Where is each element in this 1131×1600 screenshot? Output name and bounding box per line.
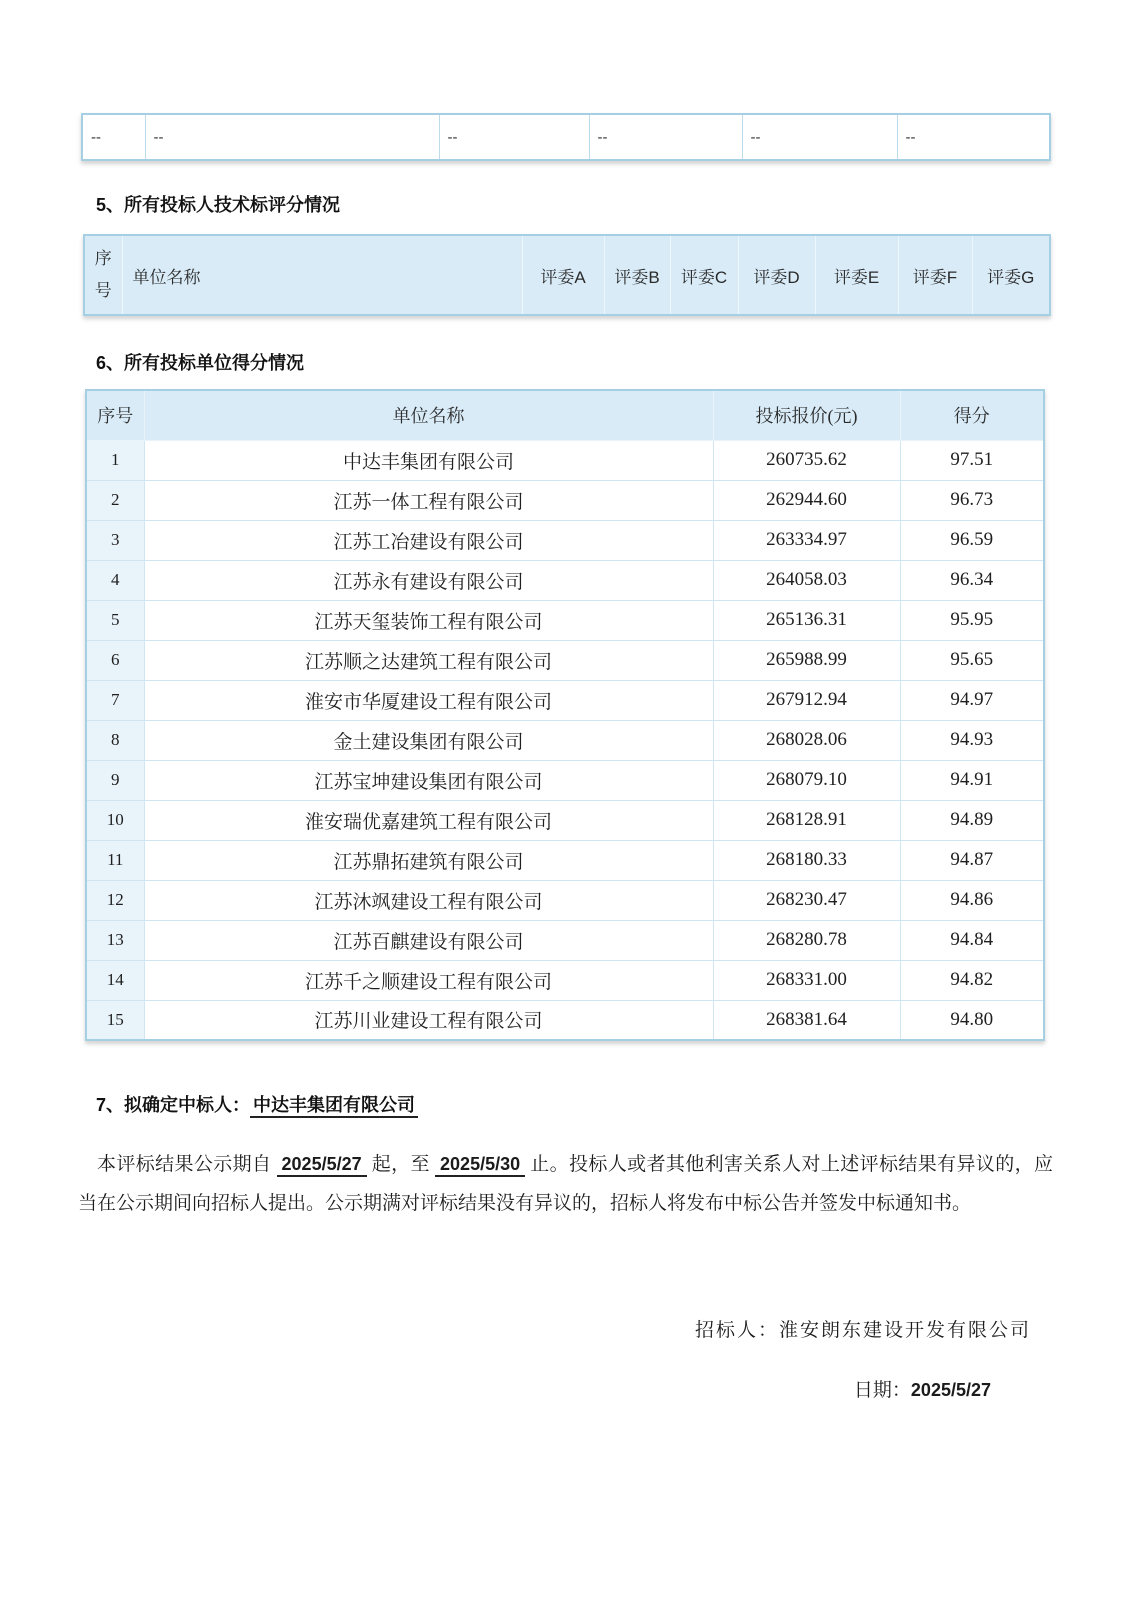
continuation-cell: --	[145, 114, 439, 160]
tech-col-header-1: 单位名称	[122, 235, 522, 315]
row-index: 9	[86, 760, 144, 800]
score-value: 96.34	[900, 560, 1044, 600]
score-table-row	[86, 680, 1044, 720]
notice-text-1: 本评标结果公示期自	[97, 1154, 272, 1175]
row-index: 3	[86, 520, 144, 560]
row-index: 10	[86, 800, 144, 840]
score-value: 96.59	[900, 520, 1044, 560]
row-index: 7	[86, 680, 144, 720]
tech-score-table	[83, 234, 1051, 316]
continuation-cell: --	[439, 114, 589, 160]
notice-paragraph	[78, 1145, 1053, 1223]
tech-col-header-2: 评委A	[522, 235, 604, 315]
company-name: 江苏天玺装饰工程有限公司	[144, 600, 713, 640]
tenderer-name: 淮安朗东建设开发有限公司	[778, 1320, 1031, 1341]
score-table-row	[86, 720, 1044, 760]
tenderer-label: 招标人：	[694, 1320, 779, 1341]
company-name: 江苏川业建设工程有限公司	[144, 1000, 713, 1040]
winner-label: 7、拟确定中标人：	[96, 1095, 251, 1115]
continuation-cell: --	[589, 114, 742, 160]
publicity-end-date: 2025/5/30	[435, 1154, 525, 1177]
col-header-score: 得分	[900, 390, 1044, 440]
score-value: 97.51	[900, 440, 1044, 480]
tech-col-header-3: 评委B	[604, 235, 670, 315]
score-value: 94.97	[900, 680, 1044, 720]
continuation-row	[82, 114, 1050, 160]
score-table-row	[86, 760, 1044, 800]
score-table-row	[86, 1000, 1044, 1040]
tech-col-header-8: 评委G	[972, 235, 1050, 315]
bid-price: 267912.94	[713, 680, 900, 720]
row-index: 2	[86, 480, 144, 520]
bid-price: 260735.62	[713, 440, 900, 480]
score-value: 94.80	[900, 1000, 1044, 1040]
company-name: 江苏沐飒建设工程有限公司	[144, 880, 713, 920]
company-name: 江苏工冶建设有限公司	[144, 520, 713, 560]
company-name: 江苏宝坤建设集团有限公司	[144, 760, 713, 800]
score-table-row	[86, 880, 1044, 920]
bid-price: 268180.33	[713, 840, 900, 880]
score-table-header-row	[86, 390, 1044, 440]
tech-col-header-0: 序号	[84, 235, 122, 315]
score-value: 94.87	[900, 840, 1044, 880]
col-header-company: 单位名称	[144, 390, 713, 440]
bid-price: 265136.31	[713, 600, 900, 640]
score-table	[85, 389, 1045, 1041]
company-name: 江苏百麒建设有限公司	[144, 920, 713, 960]
company-name: 淮安市华厦建设工程有限公司	[144, 680, 713, 720]
row-index: 1	[86, 440, 144, 480]
bid-price: 268028.06	[713, 720, 900, 760]
score-table-row	[86, 520, 1044, 560]
score-value: 94.93	[900, 720, 1044, 760]
score-value: 94.82	[900, 960, 1044, 1000]
continuation-cell: --	[82, 114, 145, 160]
date-line	[78, 1375, 1053, 1402]
score-table-row	[86, 840, 1044, 880]
col-header-price: 投标报价(元)	[713, 390, 900, 440]
bid-price: 268280.78	[713, 920, 900, 960]
bid-price: 268331.00	[713, 960, 900, 1000]
score-table-row	[86, 640, 1044, 680]
score-value: 94.84	[900, 920, 1044, 960]
bid-price: 268128.91	[713, 800, 900, 840]
score-table-row	[86, 960, 1044, 1000]
winner-name: 中达丰集团有限公司	[250, 1095, 418, 1118]
score-table-row	[86, 560, 1044, 600]
section-5-title: 5、所有投标人技术标评分情况	[96, 195, 341, 215]
score-table-row	[86, 440, 1044, 480]
company-name: 江苏鼎拓建筑有限公司	[144, 840, 713, 880]
row-index: 4	[86, 560, 144, 600]
bid-price: 268381.64	[713, 1000, 900, 1040]
row-index: 5	[86, 600, 144, 640]
row-index: 15	[86, 1000, 144, 1040]
company-name: 江苏千之顺建设工程有限公司	[144, 960, 713, 1000]
section-7-title	[78, 1091, 1053, 1117]
bid-price: 265988.99	[713, 640, 900, 680]
continuation-table	[81, 113, 1051, 161]
row-index: 6	[86, 640, 144, 680]
row-index: 11	[86, 840, 144, 880]
score-value: 95.65	[900, 640, 1044, 680]
score-value: 94.86	[900, 880, 1044, 920]
score-value: 94.91	[900, 760, 1044, 800]
score-value: 96.73	[900, 480, 1044, 520]
score-value: 94.89	[900, 800, 1044, 840]
score-value: 95.95	[900, 600, 1044, 640]
company-name: 中达丰集团有限公司	[144, 440, 713, 480]
tech-col-header-4: 评委C	[670, 235, 738, 315]
section-6-title: 6、所有投标单位得分情况	[96, 353, 305, 373]
tenderer-line	[78, 1315, 1053, 1342]
date-value: 2025/5/27	[910, 1380, 991, 1400]
continuation-cell: --	[742, 114, 897, 160]
bid-price: 268079.10	[713, 760, 900, 800]
notice-text-3: 止。投标人或者其他利害关系人对上述评标结果有异议的，应当在公示期间向招标人提出。公示期满对评标结果没有异议的，招标人将发布中标公告并签发中标通知书。	[78, 1154, 1054, 1214]
notice-text-2: 起，至	[371, 1154, 430, 1175]
tech-col-header-6: 评委E	[815, 235, 898, 315]
continuation-cell: --	[897, 114, 1050, 160]
company-name: 江苏永有建设有限公司	[144, 560, 713, 600]
tech-col-header-7: 评委F	[898, 235, 972, 315]
score-table-row	[86, 800, 1044, 840]
col-header-index: 序号	[86, 390, 144, 440]
bid-price: 268230.47	[713, 880, 900, 920]
tech-col-header-5: 评委D	[738, 235, 815, 315]
score-table-row	[86, 920, 1044, 960]
score-table-row	[86, 600, 1044, 640]
publicity-start-date: 2025/5/27	[277, 1154, 367, 1177]
tech-score-header-row	[84, 235, 1050, 315]
company-name: 江苏一体工程有限公司	[144, 480, 713, 520]
company-name: 淮安瑞优嘉建筑工程有限公司	[144, 800, 713, 840]
date-label: 日期：	[853, 1380, 911, 1401]
bid-price: 264058.03	[713, 560, 900, 600]
row-index: 8	[86, 720, 144, 760]
bid-price: 262944.60	[713, 480, 900, 520]
score-table-row	[86, 480, 1044, 520]
bid-price: 263334.97	[713, 520, 900, 560]
row-index: 12	[86, 880, 144, 920]
row-index: 14	[86, 960, 144, 1000]
row-index: 13	[86, 920, 144, 960]
company-name: 江苏顺之达建筑工程有限公司	[144, 640, 713, 680]
company-name: 金土建设集团有限公司	[144, 720, 713, 760]
